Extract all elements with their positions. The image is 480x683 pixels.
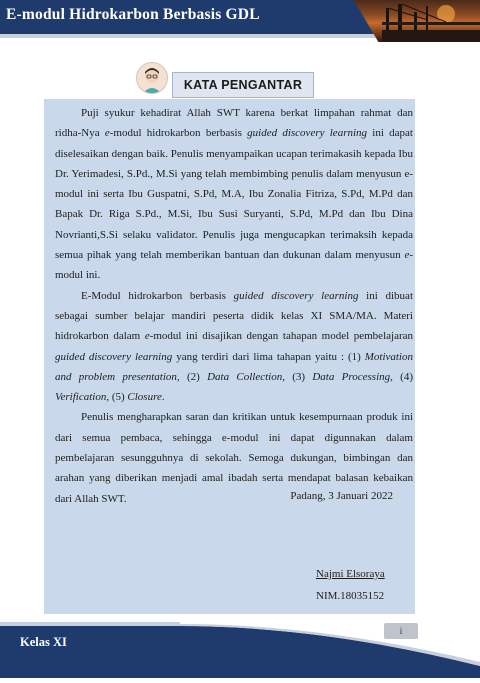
author-name: Najmi Elsoraya	[316, 568, 385, 580]
closing-date: Padang, 3 Januari 2022	[290, 490, 393, 502]
foreword-paragraph: E-Modul hidrokarbon berbasis guided discovery learning ini dibuat sebagai sumber belajar mandiri peserta didik kelas XI SMA/MA. Materi hidrokarbon dalam e-modul ini disajikan dengan tahapan model pembelajaran guided discovery learning yang terdiri dari lima tahapan yaitu : (1) Motivation and problem presentation, (2) Data Collection, (3) Data Processing, (4) Verification, (5) Closure.	[55, 289, 413, 404]
page-number: i	[384, 623, 418, 639]
class-label: Kelas XI	[20, 635, 67, 649]
author-nim: NIM.18035152	[316, 590, 385, 602]
foreword-paragraph: Penulis mengharapkan saran dan kritikan untuk kesempurnaan produk ini dari semua pembaca, sehingga e-modul ini dapat digunnakan dalam pembelajaran sesungguhnya di sekolah. Semoga dukungan, bimbingan dan arahan yang diberikan menjadi amal ibadah serta mendapat balasan kebaikan dari Allah SWT.	[55, 411, 413, 505]
foreword-body	[55, 103, 413, 509]
author-avatar	[136, 62, 168, 94]
document-title: E-modul Hidrokarbon Berbasis GDL	[6, 6, 260, 23]
section-title: KATA PENGANTAR	[172, 72, 314, 98]
foreword-paragraph: Puji syukur kehadirat Allah SWT karena berkat limpahan rahmat dan ridha-Nya e-modul hidrokarbon berbasis guided discovery learning ini dapat diselesaikan dengan baik. Penulis menyampaikan ucapan terimakasih kepada Ibu Dr. Yerimadesi, S.Pd., M.Si yang telah membimbing penulis dalam menyusun e-modul ini serta Ibu Guspatni, S.Pd, M.A, Ibu Zonalia Fitriza, S.Pd, M.Pd dan Bapak Dr. Riga S.Pd., M.Si, Ibu Susi Suryanti, S.Pd, M.Pd dan Ibu Dina Novrianti,S.Si selaku validator. Penulis juga mengucapkan terimaksih kepada semua pihak yang telah memberikan bantuan dan dukunan dalam menyusun e-modul ini.	[55, 107, 413, 282]
